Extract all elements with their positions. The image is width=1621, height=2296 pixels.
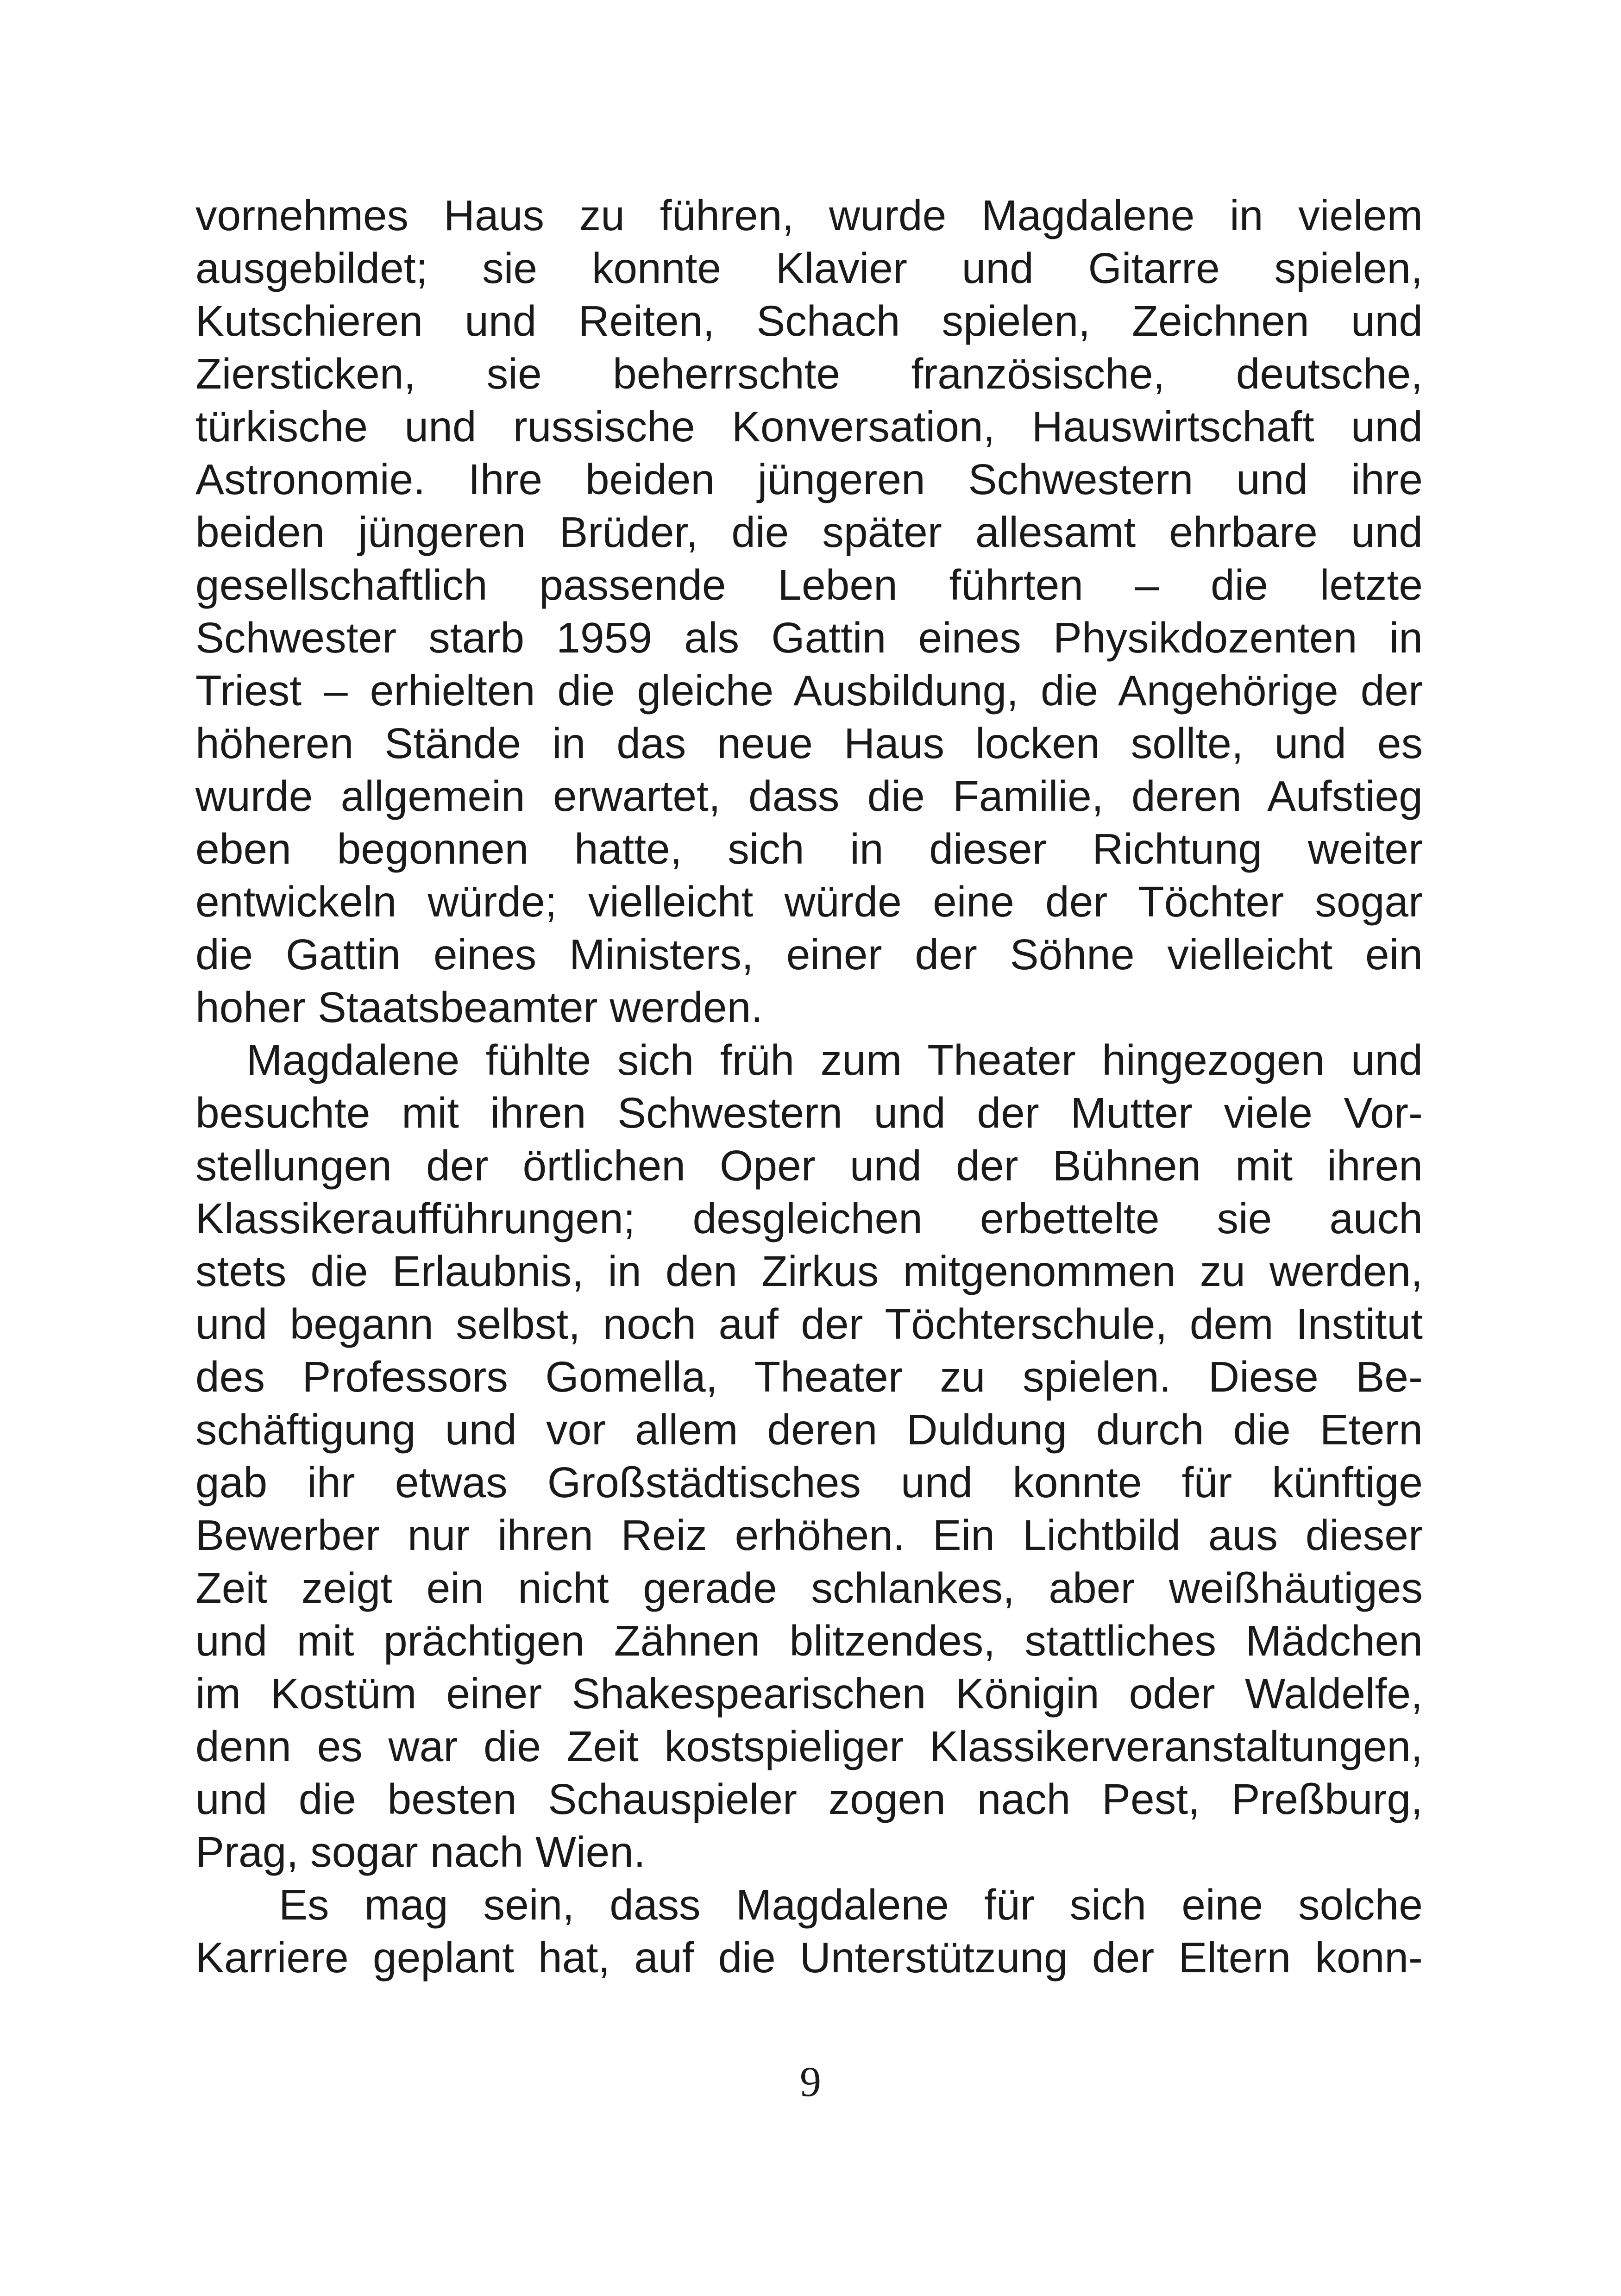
text-line: vornehmes Haus zu führen, wurde Magdalene in vielem (195, 191, 1423, 239)
text-line: Schwester starb 1959 als Gattin eines Physikdozenten in (195, 614, 1423, 662)
text-line: Triest – erhielten die gleiche Ausbildung, die Angehörige der (195, 666, 1423, 715)
text-line: Klassikeraufführungen; desgleichen erbettelte sie auch (195, 1194, 1423, 1242)
text-line: denn es war die Zeit kostspieliger Klassikerveranstaltungen, (195, 1722, 1423, 1770)
text-line: höheren Stände in das neue Haus locken sollte, und es (195, 719, 1423, 767)
text-line: schäftigung und vor allem deren Duldung durch die Etern (195, 1405, 1423, 1454)
text-line: stets die Erlaubnis, in den Zirkus mitgenommen zu werden, (195, 1247, 1423, 1295)
text-line: beiden jüngeren Brüder, die später allesamt ehrbare und (195, 508, 1423, 556)
body-text (195, 189, 1423, 1984)
text-line: Prag, sogar nach Wien. (195, 1828, 646, 1876)
text-line: stellungen der örtlichen Oper und der Bühnen mit ihren (195, 1142, 1423, 1190)
text-line: des Professors Gomella, Theater zu spielen. Diese Be- (195, 1353, 1423, 1401)
text-line: türkische und russische Konversation, Hauswirtschaft und (195, 402, 1423, 451)
text-line: gesellschaftlich passende Leben führten – die letzte (195, 561, 1423, 609)
text-line: im Kostüm einer Shakespearischen Königin oder Waldelfe, (195, 1669, 1423, 1718)
paragraph-start-line: Es mag sein, dass Magdalene für sich eine solche (279, 1881, 1423, 1929)
text-line: Ziersticken, sie beherrschte französische, deutsche, (195, 350, 1423, 398)
text-line: Kutschieren und Reiten, Schach spielen, Zeichnen und (195, 297, 1423, 345)
text-line: eben begonnen hatte, sich in dieser Richtung weiter (195, 825, 1423, 873)
text-line: entwickeln würde; vielleicht würde eine der Töchter sogar (195, 878, 1423, 926)
text-line: die Gattin eines Ministers, einer der Söhne vielleicht ein (195, 930, 1423, 979)
text-line: Zeit zeigt ein nicht gerade schlankes, aber weißhäutiges (195, 1564, 1423, 1612)
text-line: und die besten Schauspieler zogen nach Pest, Preßburg, (195, 1775, 1423, 1823)
page-number: 9 (800, 2058, 821, 2105)
text-line: Karriere geplant hat, auf die Unterstützung der Eltern konn- (195, 1933, 1423, 1982)
text-line: gab ihr etwas Großstädtisches und konnte für künftige (195, 1458, 1423, 1506)
text-line: ausgebildet; sie konnte Klavier und Gitarre spielen, (195, 244, 1423, 292)
text-line: Astronomie. Ihre beiden jüngeren Schwestern und ihre (195, 455, 1423, 503)
text-line: Bewerber nur ihren Reiz erhöhen. Ein Lichtbild aus dieser (195, 1511, 1423, 1559)
paragraph-start-line: Magdalene fühlte sich früh zum Theater hingezogen und (246, 1036, 1423, 1084)
text-line: und begann selbst, noch auf der Töchterschule, dem Institut (195, 1300, 1423, 1348)
text-line: wurde allgemein erwartet, dass die Familie, deren Aufstieg (195, 772, 1423, 820)
text-line: hoher Staatsbeamter werden. (195, 983, 763, 1031)
text-line: besuchte mit ihren Schwestern und der Mutter viele Vor- (195, 1089, 1423, 1137)
text-line: und mit prächtigen Zähnen blitzendes, stattliches Mädchen (195, 1617, 1423, 1665)
